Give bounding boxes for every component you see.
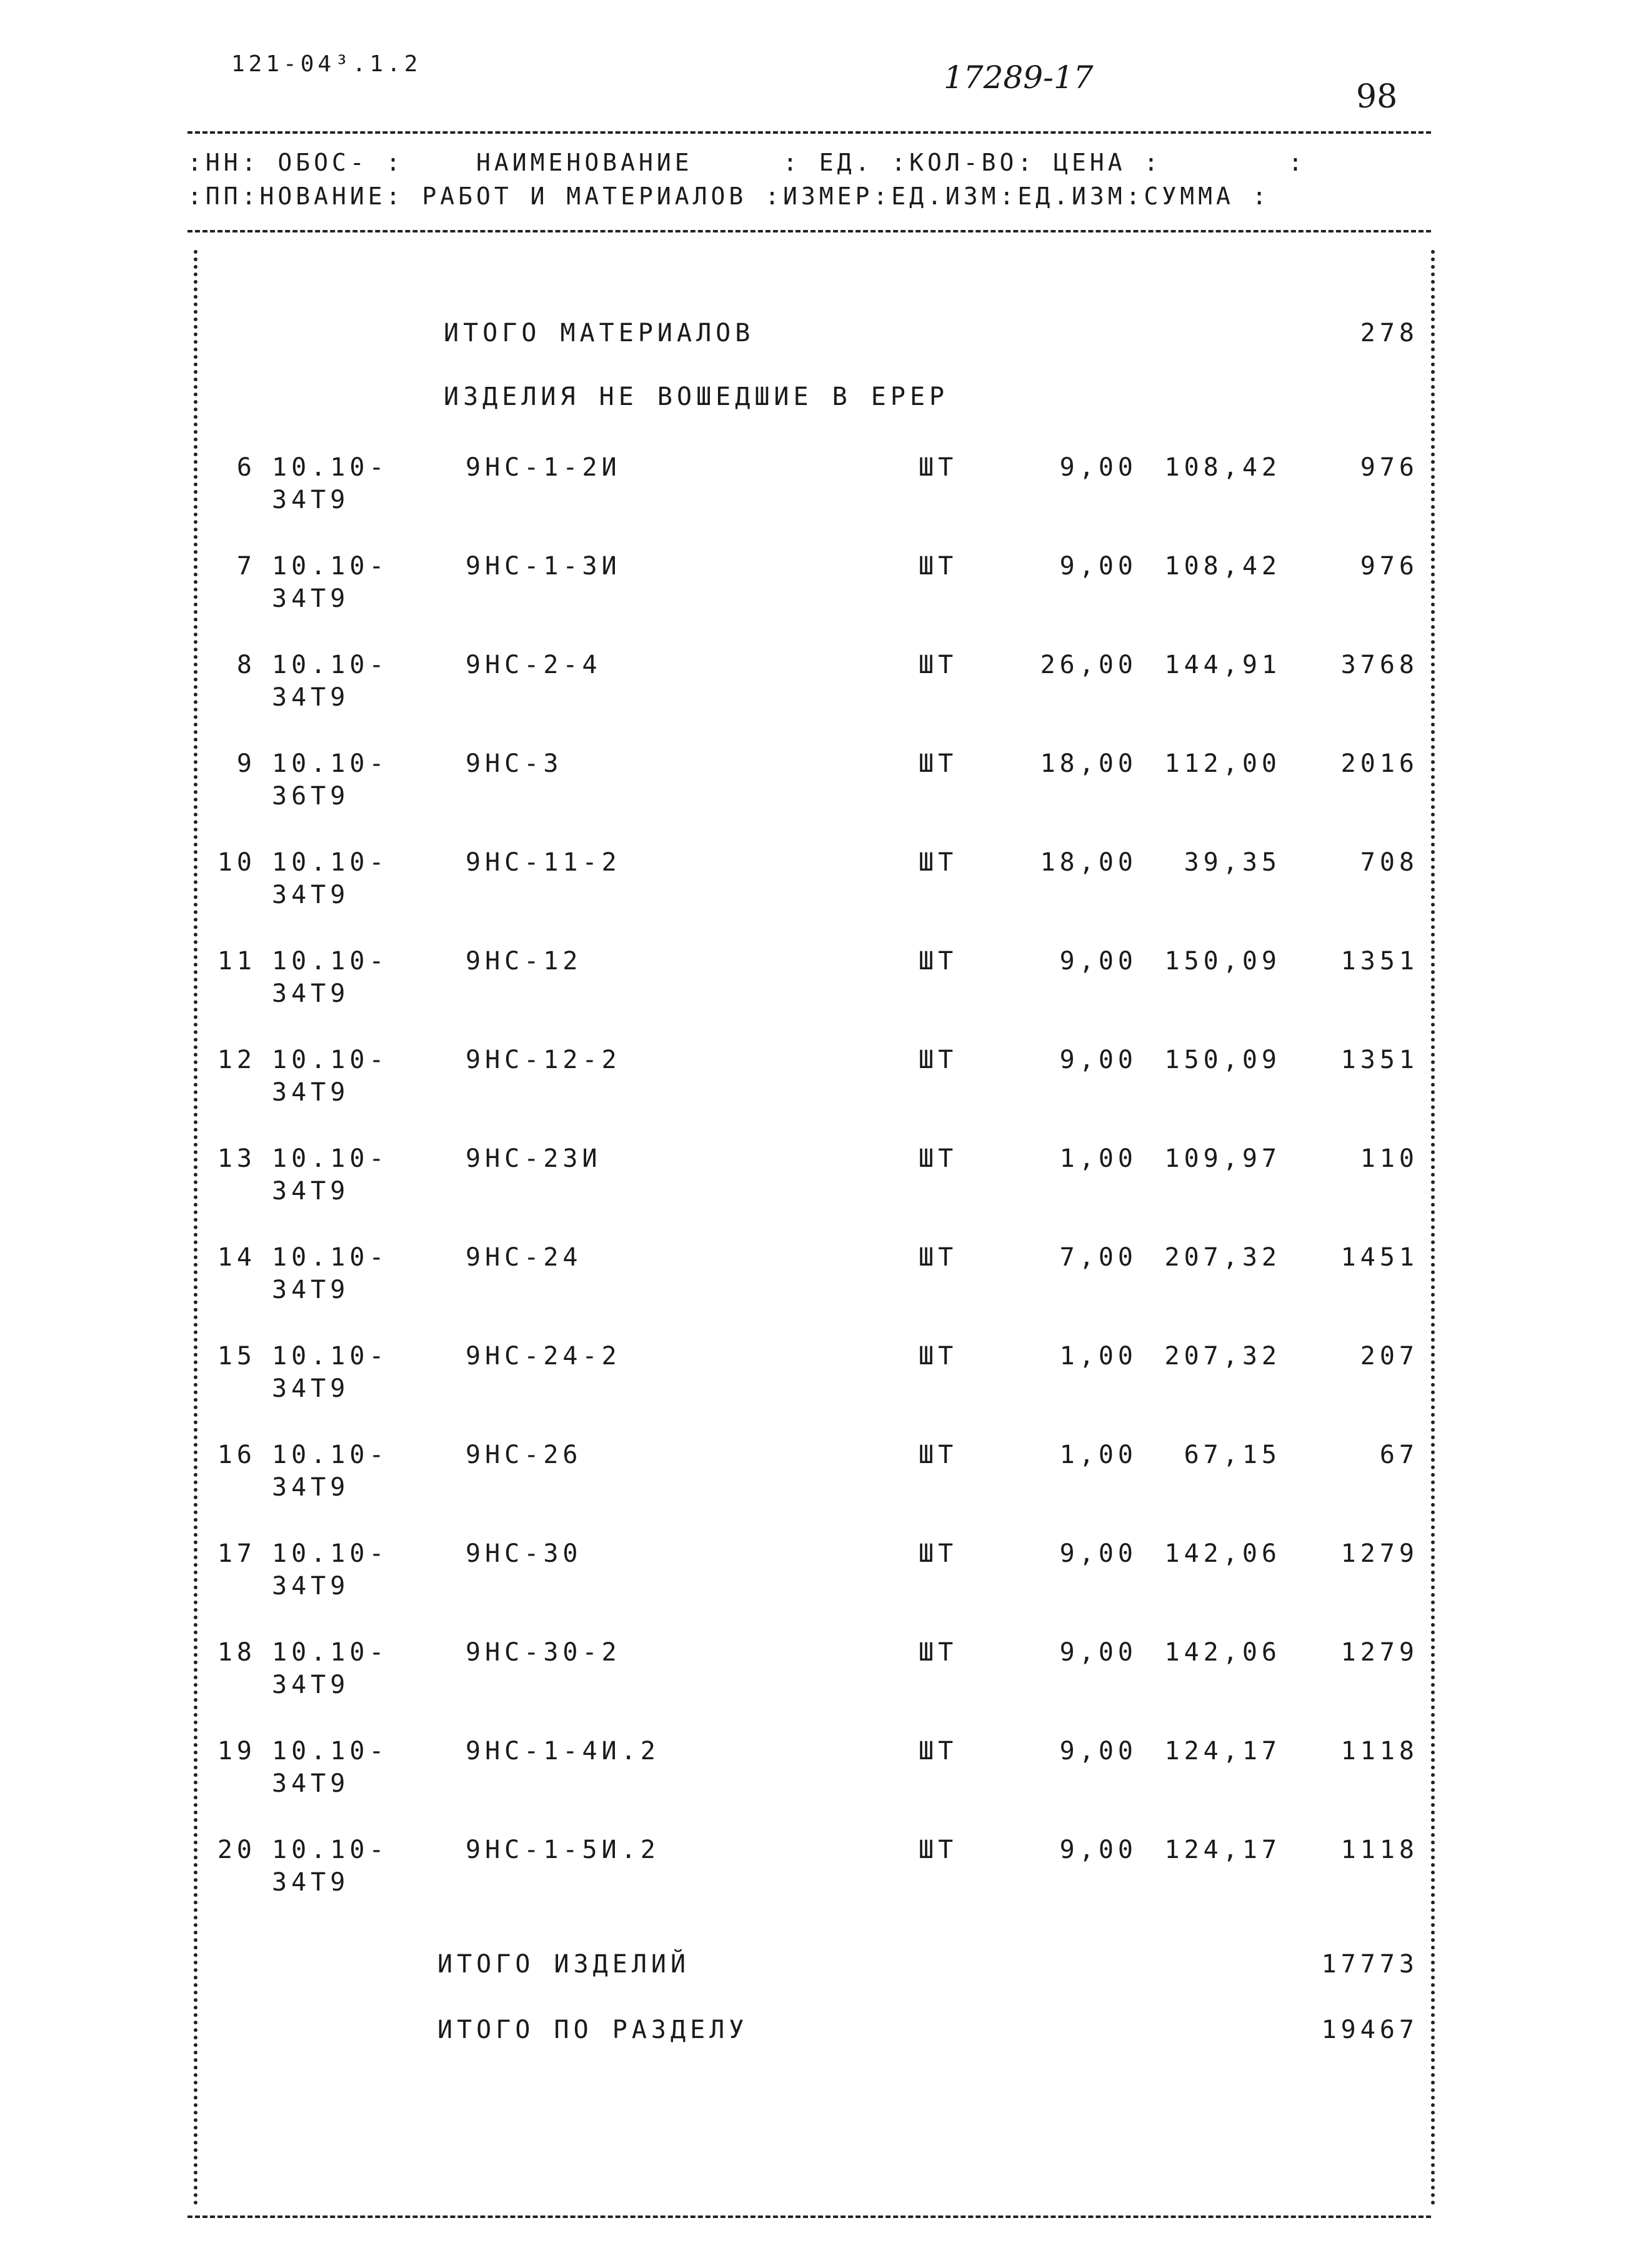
row-name: 9НС-1-4И.2 bbox=[466, 1737, 660, 1766]
row-quantity: 9,00 bbox=[1059, 1737, 1137, 1766]
row-quantity: 9,00 bbox=[1059, 1046, 1137, 1074]
row-quantity: 1,00 bbox=[1059, 1342, 1137, 1371]
total-materials-sum: 278 bbox=[1360, 319, 1419, 347]
row-name: 9НС-12-2 bbox=[466, 1046, 621, 1074]
total-items-sum: 17773 bbox=[1321, 1950, 1419, 1979]
row-name: 9НС-3 bbox=[466, 749, 563, 778]
row-unit: ШТ bbox=[919, 1243, 958, 1272]
row-basis: 10.10- bbox=[272, 1638, 389, 1667]
row-quantity: 9,00 bbox=[1059, 453, 1137, 482]
row-price: 207,32 bbox=[1164, 1243, 1281, 1272]
row-name: 9НС-1-2И bbox=[466, 453, 621, 482]
row-sum: 1279 bbox=[1340, 1539, 1419, 1568]
row-sum: 708 bbox=[1360, 848, 1419, 877]
row-sum: 1118 bbox=[1340, 1737, 1419, 1766]
total-section-sum: 19467 bbox=[1321, 2016, 1419, 2044]
row-unit: ШТ bbox=[919, 1836, 958, 1864]
row-price: 109,97 bbox=[1164, 1144, 1281, 1173]
row-name: 9НС-30-2 bbox=[466, 1638, 621, 1667]
row-unit: ШТ bbox=[919, 1144, 958, 1173]
row-price: 207,32 bbox=[1164, 1342, 1281, 1371]
row-sum: 110 bbox=[1360, 1144, 1419, 1173]
row-price: 150,09 bbox=[1164, 1046, 1281, 1074]
row-unit: ШТ bbox=[919, 749, 958, 778]
handwritten-number: 17289-17 bbox=[944, 59, 1094, 96]
row-basis: 10.10- bbox=[272, 1144, 389, 1173]
row-unit: ШТ bbox=[919, 1539, 958, 1568]
header-bottom-rule bbox=[187, 230, 1431, 232]
row-unit: ШТ bbox=[919, 848, 958, 877]
row-basis-2: 34Т9 bbox=[272, 683, 350, 712]
row-quantity: 1,00 bbox=[1059, 1144, 1137, 1173]
row-number: 20 bbox=[217, 1836, 256, 1864]
row-price: 108,42 bbox=[1164, 453, 1281, 482]
row-basis-2: 34Т9 bbox=[272, 1276, 350, 1304]
row-basis: 10.10- bbox=[272, 1046, 389, 1074]
row-sum: 976 bbox=[1360, 552, 1419, 581]
row-basis-2: 34Т9 bbox=[272, 979, 350, 1008]
row-price: 144,91 bbox=[1164, 651, 1281, 679]
row-basis-2: 34Т9 bbox=[272, 486, 350, 514]
row-quantity: 18,00 bbox=[1040, 749, 1137, 778]
row-number: 6 bbox=[236, 453, 256, 482]
row-sum: 1118 bbox=[1340, 1836, 1419, 1864]
row-quantity: 7,00 bbox=[1059, 1243, 1137, 1272]
row-unit: ШТ bbox=[919, 1441, 958, 1469]
row-name: 9НС-26 bbox=[466, 1441, 582, 1469]
row-name: 9НС-1-3И bbox=[466, 552, 621, 581]
row-basis-2: 34Т9 bbox=[272, 1374, 350, 1403]
row-number: 8 bbox=[236, 651, 256, 679]
row-basis: 10.10- bbox=[272, 947, 389, 976]
row-basis: 10.10- bbox=[272, 1441, 389, 1469]
row-unit: ШТ bbox=[919, 453, 958, 482]
row-price: 124,17 bbox=[1164, 1836, 1281, 1864]
section-title: ИЗДЕЛИЯ НЕ ВОШЕДШИЕ В ЕРЕР bbox=[444, 382, 949, 411]
row-price: 142,06 bbox=[1164, 1539, 1281, 1568]
row-basis: 10.10- bbox=[272, 651, 389, 679]
row-name: 9НС-30 bbox=[466, 1539, 582, 1568]
row-sum: 2016 bbox=[1340, 749, 1419, 778]
row-basis: 10.10- bbox=[272, 1737, 389, 1766]
row-number: 19 bbox=[217, 1737, 256, 1766]
header-row-1: :НН: ОБОС- : НАИМЕНОВАНИЕ : ЕД. :КОЛ-ВО: ЦЕНА : : bbox=[187, 149, 1307, 176]
row-quantity: 9,00 bbox=[1059, 947, 1137, 976]
row-name: 9НС-1-5И.2 bbox=[466, 1836, 660, 1864]
row-basis-2: 34Т9 bbox=[272, 1572, 350, 1601]
row-sum: 976 bbox=[1360, 453, 1419, 482]
row-basis: 10.10- bbox=[272, 1539, 389, 1568]
row-number: 16 bbox=[217, 1441, 256, 1469]
row-price: 108,42 bbox=[1164, 552, 1281, 581]
row-basis-2: 34Т9 bbox=[272, 1868, 350, 1897]
row-price: 39,35 bbox=[1184, 848, 1281, 877]
row-unit: ШТ bbox=[919, 1342, 958, 1371]
row-number: 7 bbox=[236, 552, 256, 581]
row-basis-2: 34Т9 bbox=[272, 881, 350, 909]
header-row-2: :ПП:НОВАНИЕ: РАБОТ И МАТЕРИАЛОВ :ИЗМЕР:ЕД.ИЗМ:ЕД.ИЗМ:СУММА : bbox=[187, 182, 1270, 210]
row-number: 11 bbox=[217, 947, 256, 976]
row-sum: 3768 bbox=[1340, 651, 1419, 679]
row-name: 9НС-24 bbox=[466, 1243, 582, 1272]
row-unit: ШТ bbox=[919, 1737, 958, 1766]
row-name: 9НС-11-2 bbox=[466, 848, 621, 877]
total-materials-label: ИТОГО МАТЕРИАЛОВ bbox=[444, 319, 755, 347]
row-basis: 10.10- bbox=[272, 1342, 389, 1371]
row-price: 112,00 bbox=[1164, 749, 1281, 778]
total-items-label: ИТОГО ИЗДЕЛИЙ bbox=[437, 1950, 691, 1979]
table-bottom-rule bbox=[187, 2216, 1431, 2218]
row-price: 124,17 bbox=[1164, 1737, 1281, 1766]
row-basis-2: 36Т9 bbox=[272, 782, 350, 811]
row-sum: 1351 bbox=[1340, 1046, 1419, 1074]
row-number: 18 bbox=[217, 1638, 256, 1667]
row-number: 15 bbox=[217, 1342, 256, 1371]
row-basis-2: 34Т9 bbox=[272, 1473, 350, 1502]
row-sum: 1279 bbox=[1340, 1638, 1419, 1667]
row-basis: 10.10- bbox=[272, 1243, 389, 1272]
row-basis: 10.10- bbox=[272, 1836, 389, 1864]
total-section-label: ИТОГО ПО РАЗДЕЛУ bbox=[437, 2016, 749, 2044]
row-quantity: 9,00 bbox=[1059, 1539, 1137, 1568]
row-quantity: 1,00 bbox=[1059, 1441, 1137, 1469]
row-sum: 207 bbox=[1360, 1342, 1419, 1371]
row-quantity: 9,00 bbox=[1059, 552, 1137, 581]
row-price: 67,15 bbox=[1184, 1441, 1281, 1469]
row-basis-2: 34Т9 bbox=[272, 1177, 350, 1206]
row-quantity: 18,00 bbox=[1040, 848, 1137, 877]
row-unit: ШТ bbox=[919, 1638, 958, 1667]
row-basis-2: 34Т9 bbox=[272, 1671, 350, 1699]
row-name: 9НС-2-4 bbox=[466, 651, 602, 679]
row-number: 13 bbox=[217, 1144, 256, 1173]
document-code: 121-04³.1.2 bbox=[231, 51, 422, 77]
right-border bbox=[1431, 250, 1435, 2206]
row-quantity: 9,00 bbox=[1059, 1638, 1137, 1667]
row-quantity: 26,00 bbox=[1040, 651, 1137, 679]
row-unit: ШТ bbox=[919, 651, 958, 679]
row-unit: ШТ bbox=[919, 1046, 958, 1074]
page-number: 98 bbox=[1356, 78, 1398, 116]
row-name: 9НС-23И bbox=[466, 1144, 602, 1173]
row-price: 150,09 bbox=[1164, 947, 1281, 976]
header-top-rule bbox=[187, 131, 1431, 134]
row-number: 12 bbox=[217, 1046, 256, 1074]
row-unit: ШТ bbox=[919, 947, 958, 976]
row-quantity: 9,00 bbox=[1059, 1836, 1137, 1864]
row-number: 9 bbox=[236, 749, 256, 778]
row-number: 10 bbox=[217, 848, 256, 877]
left-border bbox=[194, 250, 197, 2206]
row-basis: 10.10- bbox=[272, 848, 389, 877]
row-price: 142,06 bbox=[1164, 1638, 1281, 1667]
row-basis-2: 34Т9 bbox=[272, 1769, 350, 1798]
row-sum: 1451 bbox=[1340, 1243, 1419, 1272]
row-basis: 10.10- bbox=[272, 453, 389, 482]
row-basis-2: 34Т9 bbox=[272, 1078, 350, 1107]
row-sum: 1351 bbox=[1340, 947, 1419, 976]
row-basis: 10.10- bbox=[272, 749, 389, 778]
row-sum: 67 bbox=[1379, 1441, 1419, 1469]
row-number: 14 bbox=[217, 1243, 256, 1272]
row-unit: ШТ bbox=[919, 552, 958, 581]
row-basis: 10.10- bbox=[272, 552, 389, 581]
row-name: 9НС-24-2 bbox=[466, 1342, 621, 1371]
row-number: 17 bbox=[217, 1539, 256, 1568]
row-name: 9НС-12 bbox=[466, 947, 582, 976]
row-basis-2: 34Т9 bbox=[272, 584, 350, 613]
